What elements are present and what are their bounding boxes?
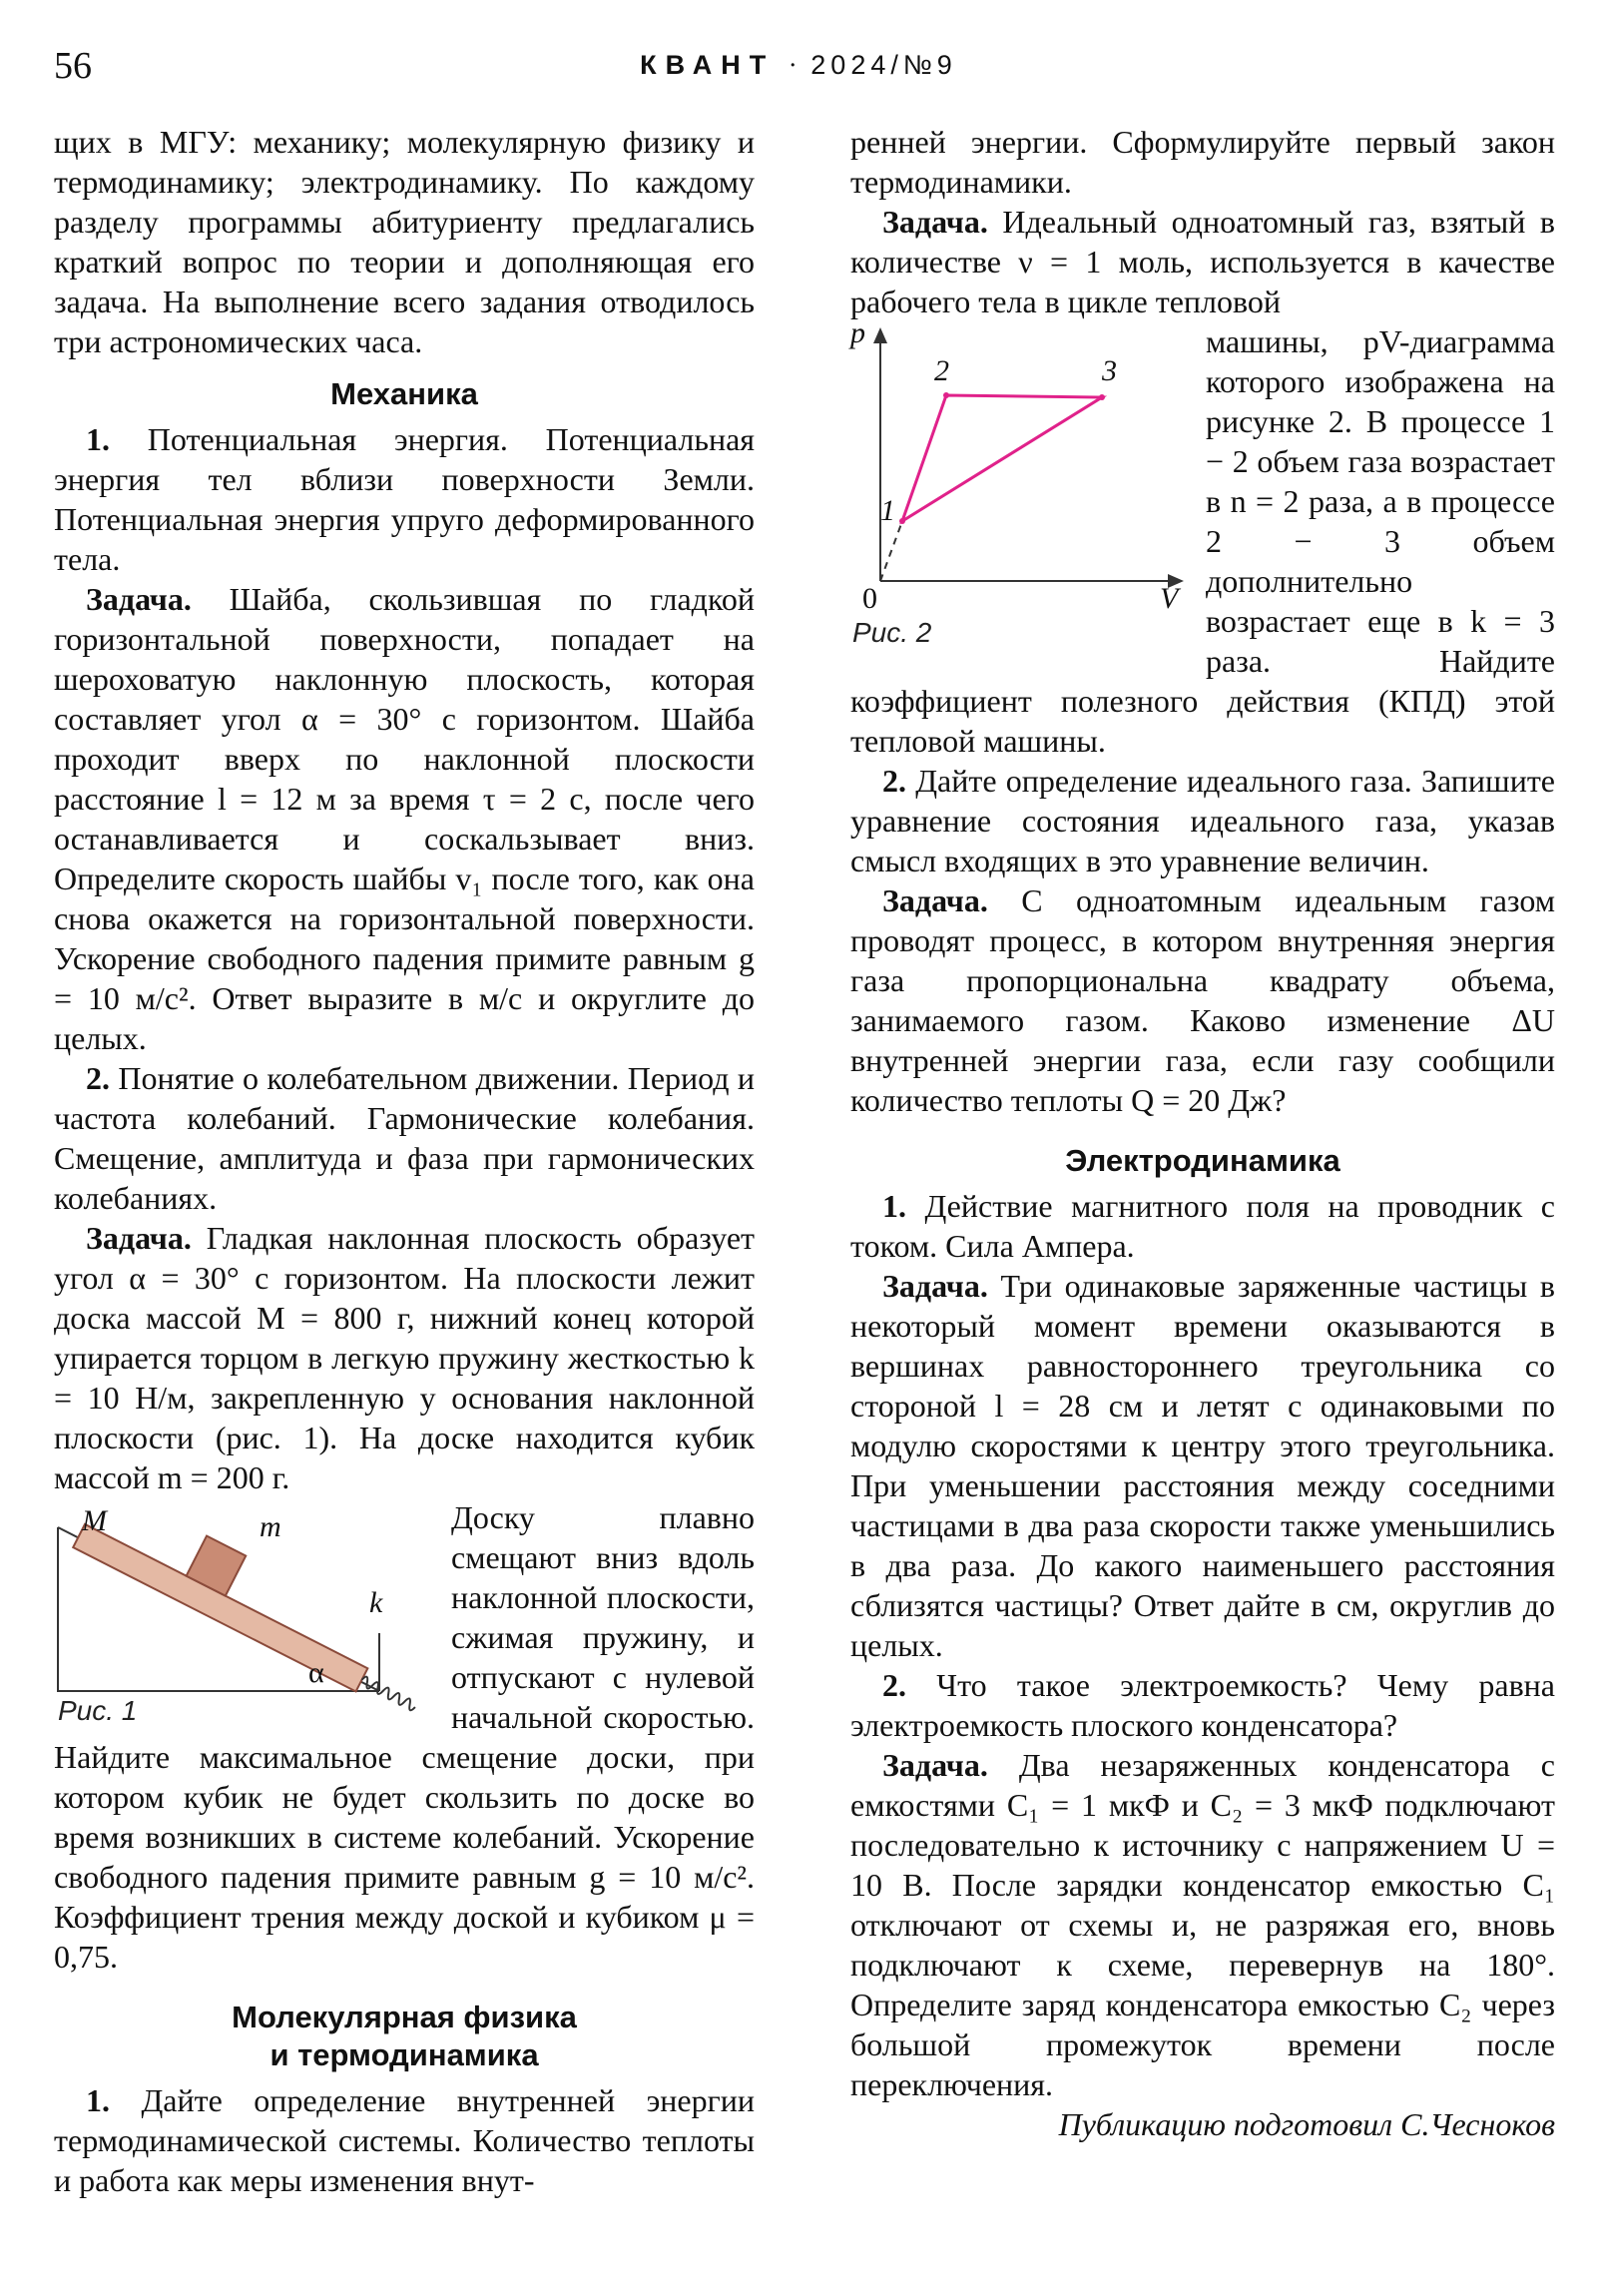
label-spring-stiffness: k: [369, 1586, 383, 1619]
cycle-point-2: [943, 392, 949, 398]
journal-title: [0, 50, 1597, 81]
page-header: [0, 44, 1597, 94]
cycle-point-3: [1099, 394, 1105, 400]
spring: [359, 1675, 417, 1711]
point-label-2: 2: [934, 354, 949, 387]
question-number: 2.: [882, 763, 906, 799]
problem-mech-2-continued: Доску плавно смещают вниз вдоль наклонной плоскости, сжимая пружину, и отпускают с нулевой начальной скоростью. Найдите максимальное смещение доски, при котором кубик не будет скользить по доске во время возникших в системе колебаний. Ускорение свободного падения примите равным g = 10 м/с². Коэффициент трения между доской и кубиком μ = 0,75.: [54, 1499, 755, 1975]
problem-label: Задача.: [882, 1268, 988, 1304]
problem-mech-1: [54, 579, 755, 1058]
problem-mol-1: [850, 202, 1555, 321]
problem-label: Задача.: [86, 581, 192, 617]
section-heading-line: Молекулярная физика: [232, 2000, 577, 2034]
problem-label: Задача.: [86, 1220, 192, 1256]
section-heading-line: и термодинамика: [269, 2037, 539, 2072]
problem-mol-1-continued: машины, pV-диаграмма которого изображена на рисунке 2. В процессе 1 − 2 объем газа возрастает в n = 2 раза, а в процессе 2 − 3 объем дополнительно возрастает еще в k = 3 раза. Найдите коэффициент полезного действия (КПД) этой тепловой машины.: [850, 323, 1555, 759]
section-heading-mechanics: Механика: [330, 376, 478, 411]
point-label-1: 1: [880, 494, 895, 527]
problem-text: С одноатомным идеальным газом проводят процесс, в котором внутренняя энергия газа пропорциональна квадрату объема, занимаемого газом. Каково изменение ΔU внутренней энергии газа, если газу сообщили количество теплоты Q = 20 Дж?: [850, 882, 1556, 1118]
section-heading-electrodynamics: Электродинамика: [1065, 1143, 1340, 1178]
question-mech-2: [54, 1058, 755, 1218]
problem-label: Задача.: [882, 882, 988, 918]
question-text: Дайте определение идеального газа. Запишите уравнение состояния идеального газа, указав смысл входящих в это уравнение величин.: [850, 763, 1556, 878]
question-text: Действие магнитного поля на проводник с током. Сила Ампера.: [850, 1188, 1556, 1264]
left-column: [54, 122, 755, 2200]
problem-label: Задача.: [882, 204, 988, 240]
question-number: 1.: [882, 1188, 906, 1224]
p-axis-arrow: [873, 327, 887, 343]
problem-text: Три одинаковые заряженные частицы в некоторый момент времени оказываются в вершинах равностороннего треугольника со стороной l = 28 см и летят с одинаковыми по модулю скоростями к центру этого треугольника. При уменьшении расстояния между соседними частицами в два раза скорости также уменьшились в два раза. До какого наименьшего расстояния сблизятся частицы? Ответ дайте в см, округлив до целых.: [850, 1268, 1556, 1663]
question-number: 2.: [86, 1060, 110, 1096]
question-text: Дайте определение внутренней энергии термодинамической системы. Количество теплоты и работа как меры изменения внут-: [54, 2082, 755, 2198]
problem-mol-2: [850, 880, 1555, 1120]
origin-label: 0: [862, 582, 877, 615]
problem-el-2: [850, 1745, 1555, 2104]
journal-name: КВАНТ: [640, 50, 776, 80]
cycle-point-1: [899, 518, 905, 524]
axis-label-v: V: [1160, 582, 1179, 615]
problem-mech-2: [54, 1218, 755, 1497]
question-el-2: [850, 1665, 1555, 1745]
question-number: 2.: [882, 1667, 906, 1703]
question-text: Понятие о колебательном движении. Период и частота колебаний. Гармонические колебания. Смещение, амплитуда и фаза при гармонических колебаниях.: [54, 1060, 756, 1216]
question-text: Потенциальная энергия. Потенциальная энергия тел вблизи поверхности Земли. Потенциальная энергия упруго деформированного тела.: [54, 421, 756, 577]
question-text: Что такое электроемкость? Чему равна электроемкость плоского конденсатора?: [850, 1667, 1556, 1743]
right-column: [850, 122, 1555, 2144]
page-number: 56: [54, 45, 92, 87]
header-separator: ·: [788, 50, 798, 80]
figure-2-pv-diagram: [846, 316, 1190, 651]
question-el-1: [850, 1186, 1555, 1266]
label-board-mass: M: [82, 1504, 107, 1537]
journal-issue: 2024/№9: [810, 50, 957, 80]
question-number: 1.: [86, 2082, 110, 2118]
question-mol-2: [850, 761, 1555, 880]
figure-1-incline: [54, 1501, 433, 1727]
figure-caption: Рис. 1: [58, 1695, 138, 1726]
problem-text: Идеальный одноатомный газ, взятый в количестве ν = 1 моль, используется в качестве рабочего тела в цикле тепловой: [850, 204, 1556, 319]
problem-text: Два незаряженных конденсатора с емкостями C₁ = 1 мкФ и C₂ = 3 мкФ подключают последовательно к источнику с напряжением U = 10 В. После зарядки конденсатор емкостью C₁ отключают от схемы и, не разряжая его, вновь подключают к схеме, перевернув на 180°. Определите заряд конденсатора емкостью C₂ через большой промежуток времени после переключения.: [850, 1747, 1556, 2102]
point-label-3: 3: [1102, 354, 1117, 387]
author-signature: Публикацию подготовил С.Чесноков: [1058, 2106, 1555, 2142]
label-cube-mass: m: [260, 1510, 281, 1543]
problem-el-1: [850, 1266, 1555, 1665]
problem-text: Гладкая наклонная плоскость образует угол α = 30° с горизонтом. На плоскости лежит доска массой M = 800 г, нижний конец которой упирается торцом в легкую пружину жесткостью k = 10 Н/м, закрепленную у основания наклонной плоскости (рис. 1). На доске находится кубик массой m = 200 г.: [54, 1220, 756, 1495]
section-heading-molecular: [54, 1999, 755, 2074]
question-mech-1: [54, 419, 755, 579]
label-angle: α: [308, 1656, 324, 1689]
intro-paragraph: щих в МГУ: механику; молекулярную физику и термодинамику; электродинамику. По каждому разделу программы абитуриенту предлагались краткий вопрос по теории и дополняющая его задача. На выполнение всего задания отводилось три астрономических часа.: [54, 124, 755, 359]
cycle-line: [902, 395, 1102, 521]
figure-caption: Рис. 2: [852, 617, 932, 648]
pv-diagram: [846, 323, 1190, 651]
problem-text: Шайба, скользившая по гладкой горизонтальной поверхности, попадает на шероховатую наклонную плоскость, которая составляет угол α = 30° с горизонтом. Шайба проходит вверх по наклонной плоскости расстояние l = 12 м за время τ = 2 с, после чего останавливается и соскальзывает вниз. Определите скорость шайбы v₁ после того, как она снова окажется на горизонтальной поверхности. Ускорение свободного падения примите равным g = 10 м/с². Ответ выразите в м/с и округлите до целых.: [54, 581, 756, 1056]
question-number: 1.: [86, 421, 110, 457]
question-mol-1-continued: ренней энергии. Сформулируйте первый закон термодинамики.: [850, 124, 1555, 200]
axis-label-p: p: [850, 316, 865, 349]
question-mol-1: [54, 2080, 755, 2200]
problem-label: Задача.: [882, 1747, 988, 1783]
